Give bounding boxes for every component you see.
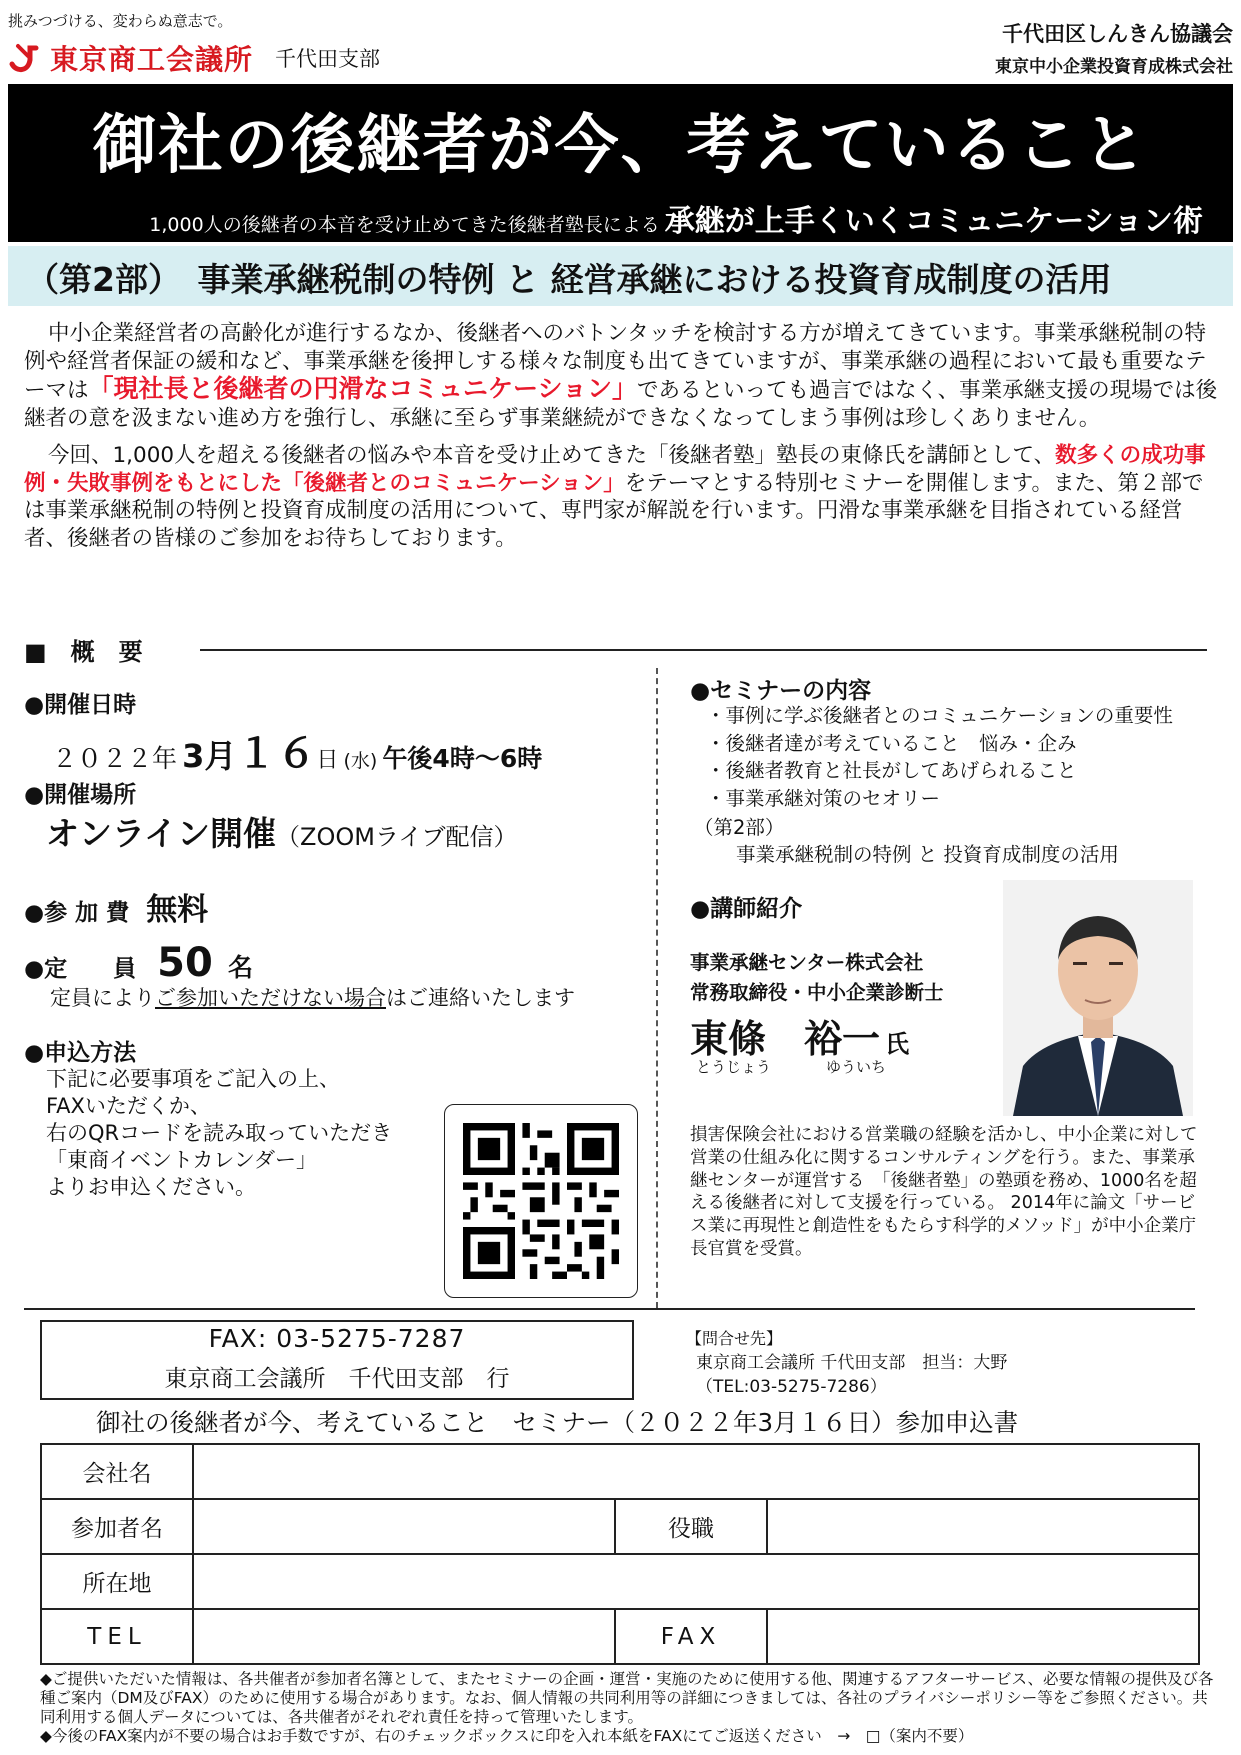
speaker-label: ●講師紹介: [690, 896, 803, 922]
overview-divider: [200, 649, 1207, 651]
part2-band: [8, 246, 1233, 306]
chamber-name: 東京商工会議所: [50, 43, 254, 76]
co-host-2: 東京中小企業投資育成株式会社: [995, 57, 1233, 77]
date-day: １６: [236, 731, 317, 777]
seminar-part2: （第2部）: [694, 816, 785, 839]
date-month: 3月: [182, 737, 237, 775]
seminar-list: [706, 702, 1173, 812]
position-label: 役職: [615, 1499, 767, 1554]
qr-code-icon: [463, 1123, 619, 1279]
position-field[interactable]: [767, 1499, 1199, 1554]
date-label: ●開催日時: [24, 692, 137, 718]
speaker-bio: 損害保険会社における営業職の経験を活かし、中小企業に対して営業の仕組み化に関するコンサルティングを行う。また、事業承継センターが運営する 「後継者塾」の塾頭を務め、1000名を超える後継者に対して支援を行っている。 2014年に論文「サービス業に再現性と創造性をもたらす科学的メソッド」が中小企業庁長官賞を受賞。: [690, 1125, 1198, 1259]
application-form: [40, 1443, 1200, 1665]
event-date: [52, 722, 542, 779]
intro-highlight-1: 「現社長と後継者の円滑なコミュニケーション」: [88, 374, 638, 403]
form-divider: [24, 1308, 1195, 1310]
fax-destination-box: [40, 1320, 634, 1400]
chamber-logo-icon: [8, 42, 42, 74]
subtitle-bold: 承継が上手くいくコミュニケーション術: [664, 204, 1203, 239]
apply-line: 「東商イベントカレンダー」: [46, 1148, 318, 1172]
speaker-name: 東條 裕一: [690, 1017, 881, 1061]
seminar-item: ・後継者達が考えていること 悩み・企み: [706, 731, 1077, 755]
contact-tel: （TEL:03-5275-7286）: [696, 1377, 887, 1397]
subtitle-small: 1,000人の後継者の本音を受け止めてきた後継者塾長による: [149, 214, 660, 236]
participant-label: 参加者名: [41, 1499, 193, 1554]
privacy-note: ◆ご提供いただいた情報は、各共催者が参加者名簿として、またセミナーの企画・運営・実施のために使用する他、関連するアフターサービス、必要な情報の提供及び各種ご案内（DM及びFAX）のために使用する場合があります。なお、個人情報の共同利用等の詳細につきましては、各社のプライバシーポリシー等をご参照ください。共同利用する個人データについては、各共催者がそれぞれ責任を持って管理いたします。: [40, 1670, 1214, 1726]
date-dow: (水): [343, 750, 378, 772]
contact-label: 【問合せ先】: [686, 1329, 783, 1348]
apply-line: 下記に必要事項をご記入の上、: [46, 1067, 340, 1091]
participant-field[interactable]: [193, 1499, 615, 1554]
capacity-note: [50, 982, 575, 1012]
intro-paragraph-2: [24, 442, 1220, 552]
intro-p1b: であるといっても過言ではなく、事業承継支援の現場では後継者の意を汲まない進め方を強行し、承継に至らず事業継続ができなくなってしまう事例は珍しくありません。: [24, 378, 1218, 431]
date-time: 午後4時〜6時: [382, 744, 543, 773]
capacity-value: 50: [157, 940, 213, 986]
venue-label: ●開催場所: [24, 782, 137, 808]
footer-notes: [40, 1670, 1220, 1746]
column-divider: [656, 668, 658, 1308]
intro-p2a: 今回、1,000人を超える後継者の悩みや本音を受け止めてきた「後継者塾」塾長の東條氏を講師として、: [48, 443, 1056, 468]
apply-instructions: [46, 1066, 392, 1201]
apply-label: ●申込方法: [24, 1040, 137, 1066]
fee-row: [24, 884, 208, 929]
address-label: 所在地: [41, 1554, 193, 1609]
title-banner: [8, 84, 1233, 242]
contact-line-1: 東京商工会議所 千代田支部 担当：大野: [696, 1353, 1008, 1373]
apply-line: FAXいただくか、: [46, 1094, 211, 1118]
venue-note: （ZOOMライブ配信）: [276, 823, 518, 851]
fax-label: FAX: [615, 1609, 767, 1664]
speaker-kana-last: とうじょう: [696, 1058, 772, 1076]
opt-out-note: ◆今後のFAX案内が不要の場合はお手数ですが、右のチェックボックスに印を入れ本紙をFAXにてご返送ください → □（案内不要）: [40, 1727, 974, 1745]
speaker-affiliation: [690, 948, 944, 1008]
subtitle: [149, 196, 1203, 240]
capacity-note-a: 定員により: [50, 986, 155, 1010]
intro-p2b: をテーマとする特別セミナーを開催します。また、第２部では事業承継税制の特例と投資育成制度の活用について、専門家が解説を行います。円滑な事業承継を目指されている経営者、後継者の皆様のご参加をお待ちしております。: [24, 470, 1204, 551]
qr-code[interactable]: [444, 1104, 638, 1298]
main-title: 御社の後継者が今、考えていること: [92, 109, 1149, 183]
speaker-portrait-icon: [1003, 880, 1193, 1116]
seminar-item: ・事例に学ぶ後継者とのコミュニケーションの重要性: [706, 704, 1173, 727]
tel-field[interactable]: [193, 1609, 615, 1664]
seminar-label: ●セミナーの内容: [690, 678, 872, 704]
seminar-item: ・事業承継対策のセオリー: [706, 786, 941, 810]
fax-field[interactable]: [767, 1609, 1199, 1664]
fee-label: ●参 加 費: [24, 900, 130, 926]
speaker-title: 常務取締役・中小企業診断士: [690, 981, 944, 1004]
company-field[interactable]: [193, 1444, 1199, 1499]
capacity-row: [24, 940, 253, 986]
fee-value: 無料: [146, 892, 209, 928]
capacity-note-underlined: ご参加いただけない場合: [155, 986, 386, 1010]
address-field[interactable]: [193, 1554, 1199, 1609]
intro-paragraph-1: [24, 320, 1220, 432]
seminar-part2-item: 事業承継税制の特例 と 投資育成制度の活用: [736, 843, 1119, 866]
company-label: 会社名: [41, 1444, 193, 1499]
tel-label: TEL: [41, 1609, 193, 1664]
intro-text: [24, 320, 1220, 552]
apply-line: 右のQRコードを読み取っていただき: [46, 1121, 393, 1145]
venue-name: オンライン開催: [46, 814, 277, 853]
fax-number: FAX: 03-5275-7287: [208, 1324, 466, 1353]
speaker-honorific: 氏: [885, 1030, 910, 1058]
overview-heading: ■ 概 要: [24, 638, 143, 666]
co-host-1: 千代田区しんきん協議会: [1002, 22, 1233, 46]
date-year: ２０２２年: [52, 744, 178, 773]
apply-line: よりお申込ください。: [46, 1175, 256, 1199]
speaker-name-row: [690, 1008, 909, 1063]
date-day-unit: 日: [316, 748, 339, 773]
intro-p1a: 中小企業経営者の高齢化が進行するなか、後継者へのバトンタッチを検討する方が増えてきています。事業承継税制の特例や経営者保証の緩和など、事業承継を後押しする様々な制度も出てきていますが、事業承継の過程において最も重要なテーマは: [24, 321, 1207, 403]
part2-band-text: （第2部） 事業承継税制の特例 と 経営承継における投資育成制度の活用: [26, 260, 1112, 299]
seminar-item: ・後継者教育と社長がしてあげられること: [706, 759, 1077, 782]
speaker-photo: [1003, 880, 1193, 1116]
branch-name: 千代田支部: [275, 47, 381, 71]
capacity-label: ●定 員: [24, 956, 137, 982]
speaker-company: 事業承継センター株式会社: [690, 951, 924, 974]
capacity-note-b: はご連絡いたします: [386, 986, 575, 1010]
chamber-logo: [8, 40, 380, 76]
capacity-unit: 名: [227, 953, 253, 982]
tagline: 挑みつづける、変わらぬ意志で。: [8, 12, 233, 30]
fax-recipient: 東京商工会議所 千代田支部 行: [164, 1366, 510, 1392]
venue: [46, 808, 518, 855]
speaker-kana-first: ゆういち: [826, 1058, 887, 1076]
form-title: 御社の後継者が今、考えていること セミナー（２０２２年3月１６日）参加申込書: [96, 1408, 1019, 1437]
intro-highlight-2: 数多くの成功事例・失敗事例をもとにした「後継者とのコミュニケーション」: [24, 443, 1206, 496]
